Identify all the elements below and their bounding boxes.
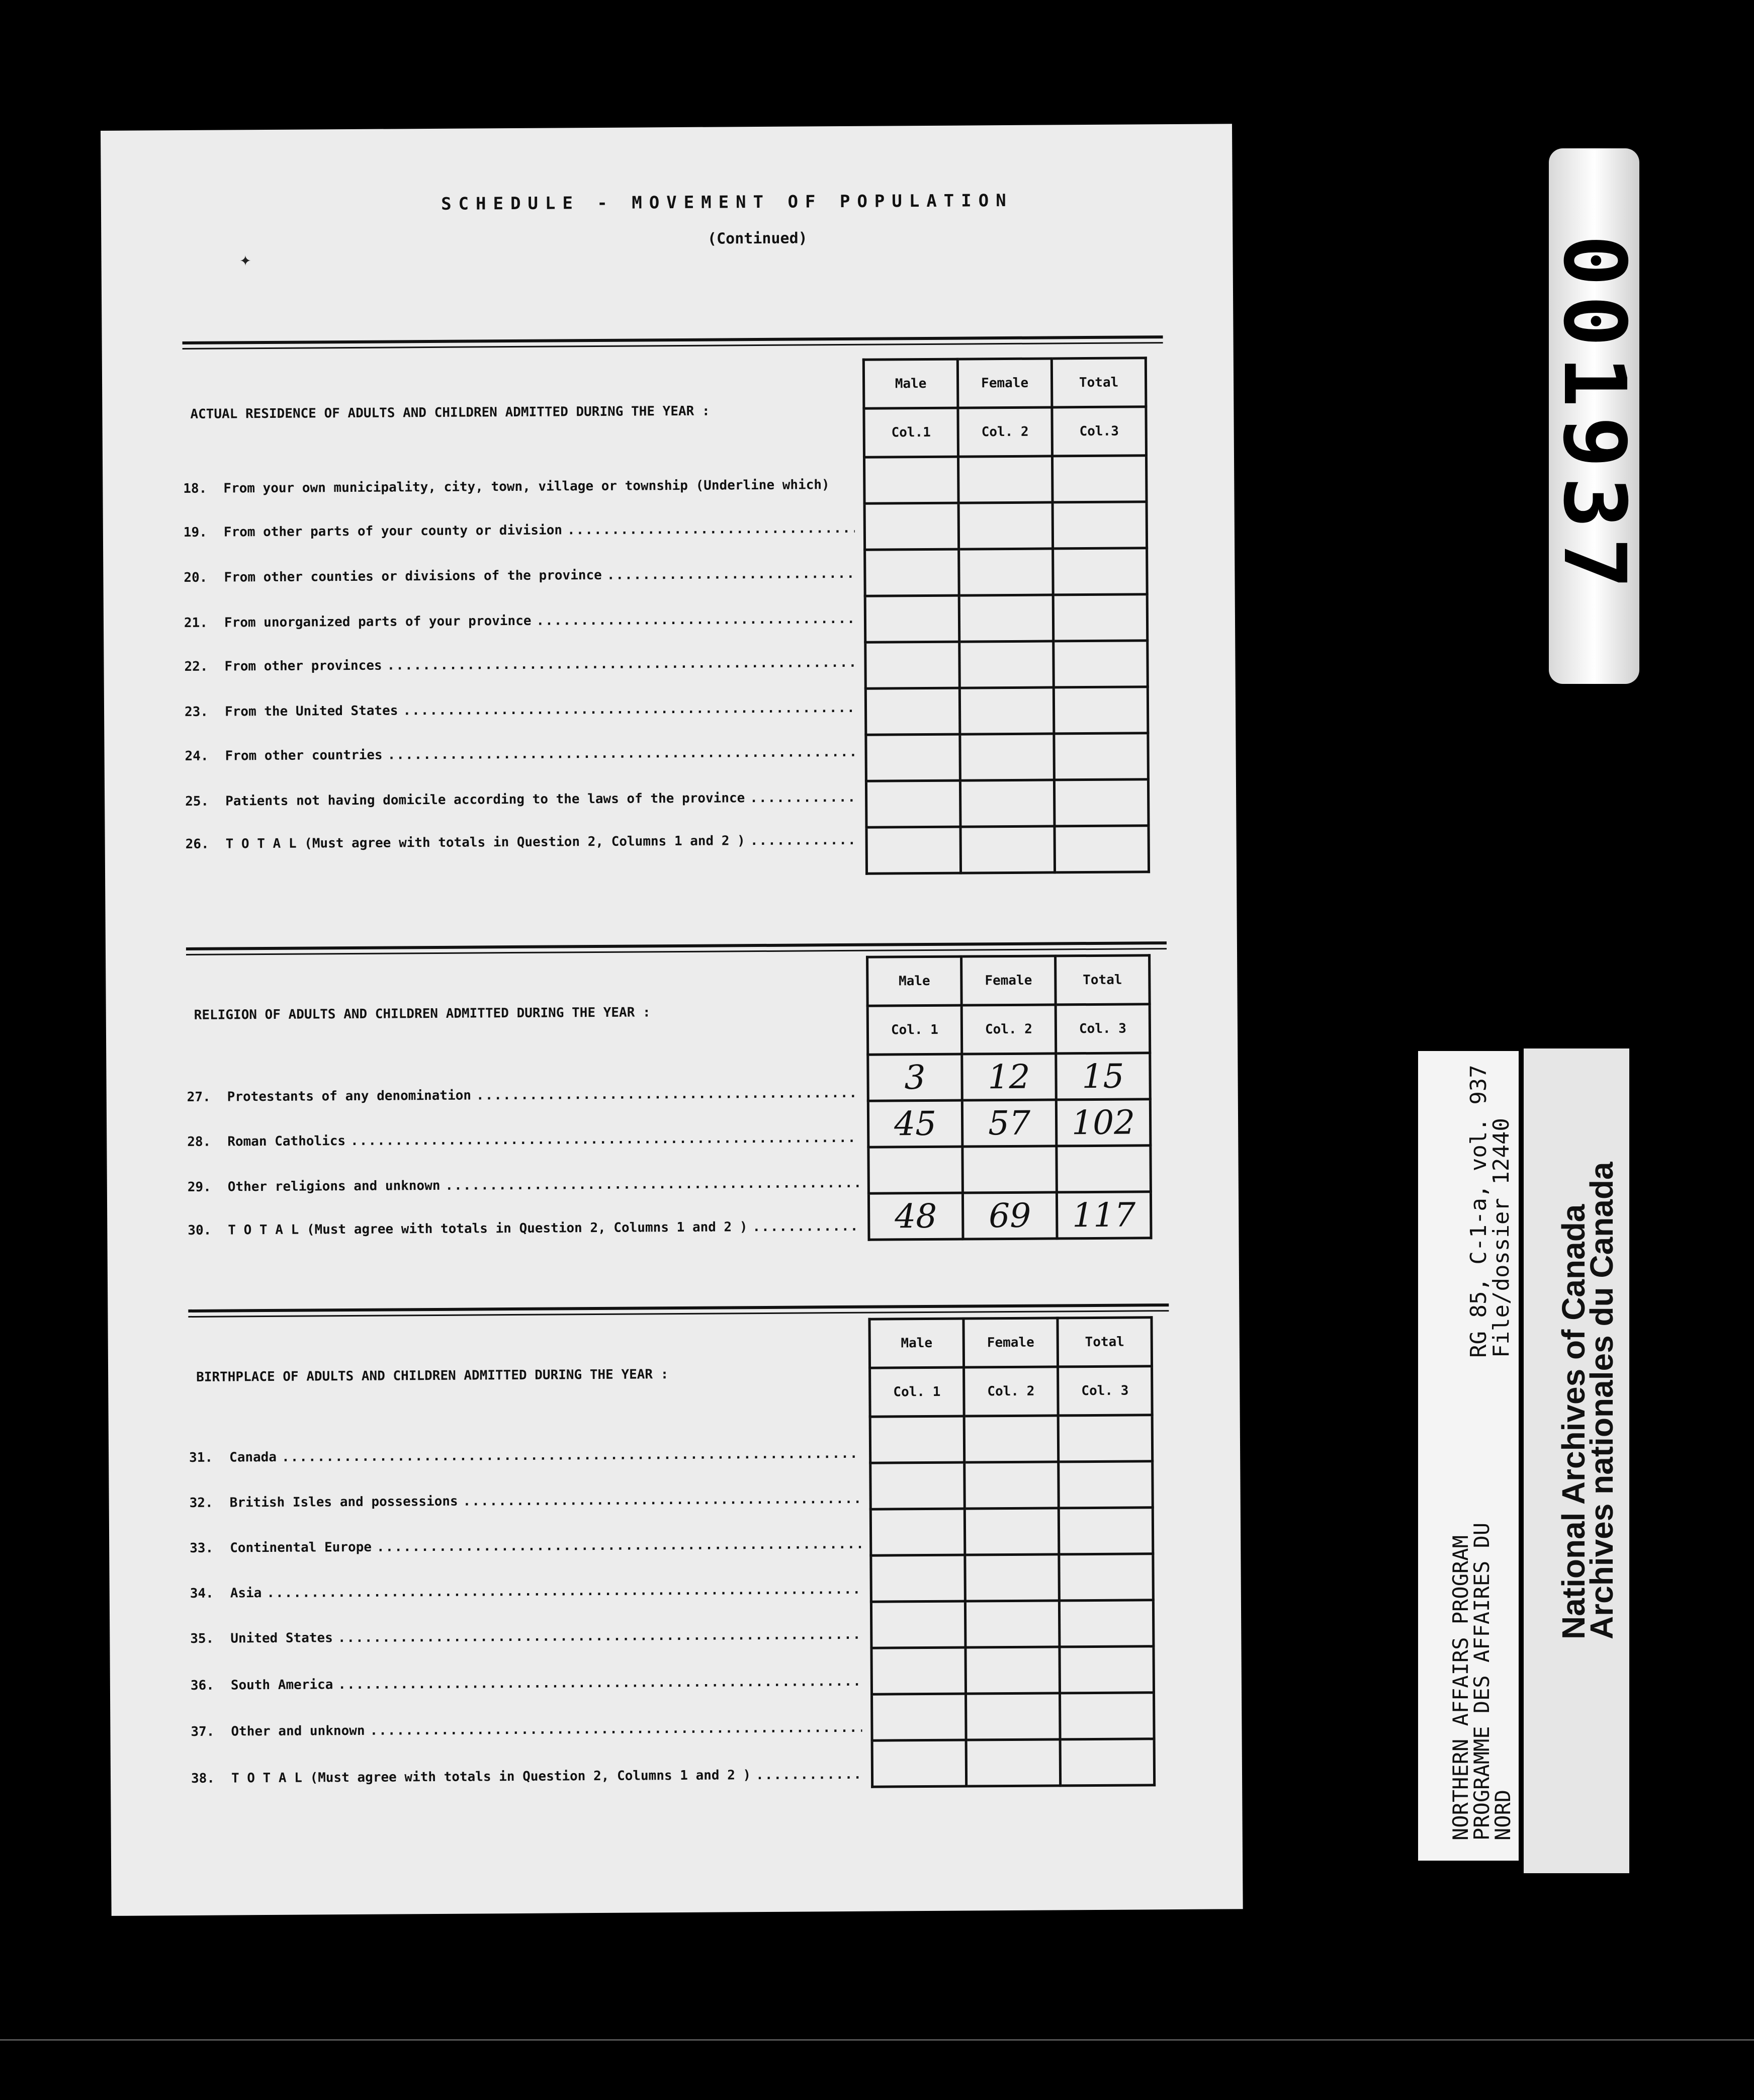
section-rule — [183, 335, 1163, 349]
table-cell — [1054, 779, 1149, 826]
col-male-header: Male — [869, 1319, 964, 1368]
list-item: 32. British Isles and possessions ..... — [190, 1492, 861, 1511]
table-cell — [1060, 1646, 1154, 1693]
col1-header: Col. 1 — [867, 1005, 962, 1055]
table-cell — [959, 641, 1054, 688]
col3-header: Col.3 — [1052, 407, 1147, 456]
table-cell — [870, 1416, 964, 1463]
table-cell — [1059, 1600, 1154, 1647]
reel-number: 001937 — [1544, 234, 1644, 598]
handwritten-value: 117 — [1057, 1192, 1151, 1239]
list-item: 38. T O T A L (Must agree with totals in Question 2, Columns 1 and 2 ) ..... — [191, 1767, 862, 1786]
table-cell — [871, 1555, 966, 1602]
reference-line: RG 85, C-1-a, vol. 937 — [1466, 1065, 1492, 1358]
table-cell — [864, 503, 959, 550]
table-cell — [964, 1508, 1059, 1555]
col-female-header: Female — [963, 1318, 1058, 1367]
table-cell — [871, 1647, 966, 1694]
col1-header: Col. 1 — [870, 1367, 964, 1417]
table-cell — [871, 1601, 966, 1648]
table-cell — [865, 549, 959, 596]
col3-header: Col. 3 — [1058, 1366, 1153, 1416]
table-cell — [865, 688, 960, 735]
film-edge-line — [0, 2039, 1754, 2041]
table-cell — [870, 1462, 965, 1509]
table-cell — [1055, 826, 1149, 872]
col-male-header: Male — [863, 359, 958, 408]
religion-table — [866, 954, 1152, 1241]
program-line: NORD — [1490, 1789, 1515, 1841]
handwritten-value — [962, 1146, 1057, 1193]
list-item: 31. Canada ..... — [189, 1446, 860, 1465]
handwritten-value — [868, 1147, 963, 1193]
page-title: SCHEDULE - MOVEMENT OF POPULATION — [441, 190, 1013, 214]
table-cell — [965, 1554, 1060, 1601]
list-item: 34. Asia ..... — [190, 1582, 861, 1601]
list-item: 21. From unorganized parts of your province ..... — [184, 611, 855, 631]
col3-header: Col. 3 — [1056, 1004, 1150, 1054]
program-line: PROGRAMME DES AFFAIRES DU — [1469, 1522, 1494, 1841]
table-cell — [959, 687, 1054, 734]
table-cell — [1052, 456, 1147, 502]
table-cell — [966, 1647, 1060, 1694]
list-item: 36. South America ..... — [191, 1674, 862, 1693]
table-cell — [872, 1694, 967, 1740]
residence-section — [183, 335, 1167, 1035]
table-cell — [1054, 733, 1149, 780]
list-item: 28. Roman Catholics ..... — [187, 1130, 858, 1150]
table-cell — [966, 1693, 1061, 1740]
table-cell — [960, 734, 1055, 780]
handwritten-value: 57 — [962, 1100, 1057, 1147]
list-item: 33. Continental Europe ..... — [190, 1537, 861, 1556]
list-item: 30. T O T A L (Must agree with totals in Question 2, Columns 1 and 2 ) ..... — [188, 1219, 859, 1238]
birthplace-heading: BIRTHPLACE OF ADULTS AND CHILDREN ADMITTED DURING THE YEAR : — [196, 1367, 669, 1385]
birthplace-section — [188, 1303, 1172, 1878]
reference-line: File/dossier 12440 — [1488, 1118, 1514, 1358]
list-item: 26. T O T A L (Must agree with totals in Question 2, Columns 1 and 2 ) ..... — [186, 833, 857, 852]
col-male-header: Male — [867, 956, 962, 1006]
list-item: 37. Other and unknown ..... — [191, 1720, 862, 1739]
table-cell — [864, 457, 958, 503]
table-cell — [1053, 548, 1148, 595]
table-cell — [964, 1416, 1059, 1462]
table-cell — [1059, 1554, 1154, 1601]
table-cell — [866, 827, 961, 873]
page-subtitle: (Continued) — [707, 229, 808, 248]
list-item: 23. From the United States ..... — [185, 701, 856, 720]
table-cell — [870, 1509, 965, 1555]
archive-name-en: National Archives of Canada — [1555, 1204, 1592, 1639]
table-cell — [1054, 687, 1148, 734]
table-cell — [1060, 1693, 1155, 1739]
table-cell — [872, 1740, 967, 1787]
table-cell — [1059, 1508, 1153, 1554]
list-item: 24. From other countries ..... — [185, 745, 856, 764]
col-total-header: Total — [1058, 1318, 1152, 1367]
residence-heading: ACTUAL RESIDENCE OF ADULTS AND CHILDREN ADMITTED DURING THE YEAR : — [190, 403, 710, 422]
section-rule — [188, 1303, 1169, 1318]
reel-label — [1544, 148, 1644, 684]
table-cell — [966, 1739, 1061, 1786]
handwritten-value: 3 — [868, 1054, 962, 1101]
handwritten-value: 12 — [962, 1054, 1057, 1100]
list-item: 27. Protestants of any denomination ..... — [187, 1086, 858, 1105]
table-cell — [1058, 1415, 1153, 1462]
handwritten-value: 102 — [1056, 1099, 1151, 1146]
archive-name-fr: Archives nationales du Canada — [1584, 1162, 1620, 1639]
program-line: NORTHERN AFFAIRS PROGRAM — [1448, 1535, 1473, 1841]
col-total-header: Total — [1056, 955, 1150, 1005]
table-cell — [1054, 641, 1148, 687]
list-item: 29. Other religions and unknown ..... — [188, 1176, 859, 1195]
col1-header: Col.1 — [864, 408, 958, 457]
col-total-header: Total — [1051, 358, 1146, 407]
handwritten-value: 15 — [1056, 1053, 1151, 1100]
table-cell — [964, 1462, 1059, 1509]
religion-section — [186, 941, 1169, 1259]
pen-mark: ✦ — [239, 248, 251, 271]
table-cell — [959, 595, 1054, 642]
col2-header: Col. 2 — [958, 407, 1053, 457]
table-cell — [1059, 1461, 1153, 1508]
table-cell — [866, 780, 960, 827]
table-cell — [865, 595, 959, 642]
col2-header: Col. 2 — [961, 1005, 1056, 1054]
table-cell — [960, 780, 1055, 827]
table-cell — [965, 1601, 1060, 1647]
table-cell — [958, 456, 1053, 503]
document-page — [101, 124, 1243, 1916]
handwritten-value: 69 — [962, 1192, 1057, 1239]
col2-header: Col. 2 — [964, 1367, 1059, 1416]
religion-heading: RELIGION OF ADULTS AND CHILDREN ADMITTED DURING THE YEAR : — [194, 1005, 651, 1023]
list-item: 18. From your own municipality, city, town, village or township (Underline which) — [183, 477, 830, 497]
table-cell — [1060, 1739, 1155, 1786]
list-item: 35. United States ..... — [190, 1627, 861, 1646]
table-cell — [959, 549, 1054, 595]
table-cell — [866, 734, 960, 781]
list-item: 20. From other counties or divisions of the province ..... — [184, 566, 855, 585]
list-item: 19. From other parts of your county or division ..... — [184, 521, 855, 540]
handwritten-value — [1057, 1146, 1151, 1192]
table-cell — [958, 502, 1053, 549]
handwritten-value: 48 — [868, 1193, 963, 1240]
col-female-header: Female — [957, 359, 1052, 408]
table-cell — [1053, 594, 1148, 641]
col-female-header: Female — [961, 956, 1056, 1005]
list-item: 22. From other provinces ..... — [184, 655, 855, 674]
handwritten-value: 45 — [868, 1100, 962, 1147]
list-item: 25. Patients not having domicile according to the laws of the province ..... — [185, 790, 856, 809]
residence-table — [862, 357, 1150, 874]
table-cell — [865, 642, 960, 688]
table-cell — [960, 826, 1055, 873]
table-cell — [1053, 502, 1147, 549]
birthplace-table — [868, 1316, 1156, 1788]
